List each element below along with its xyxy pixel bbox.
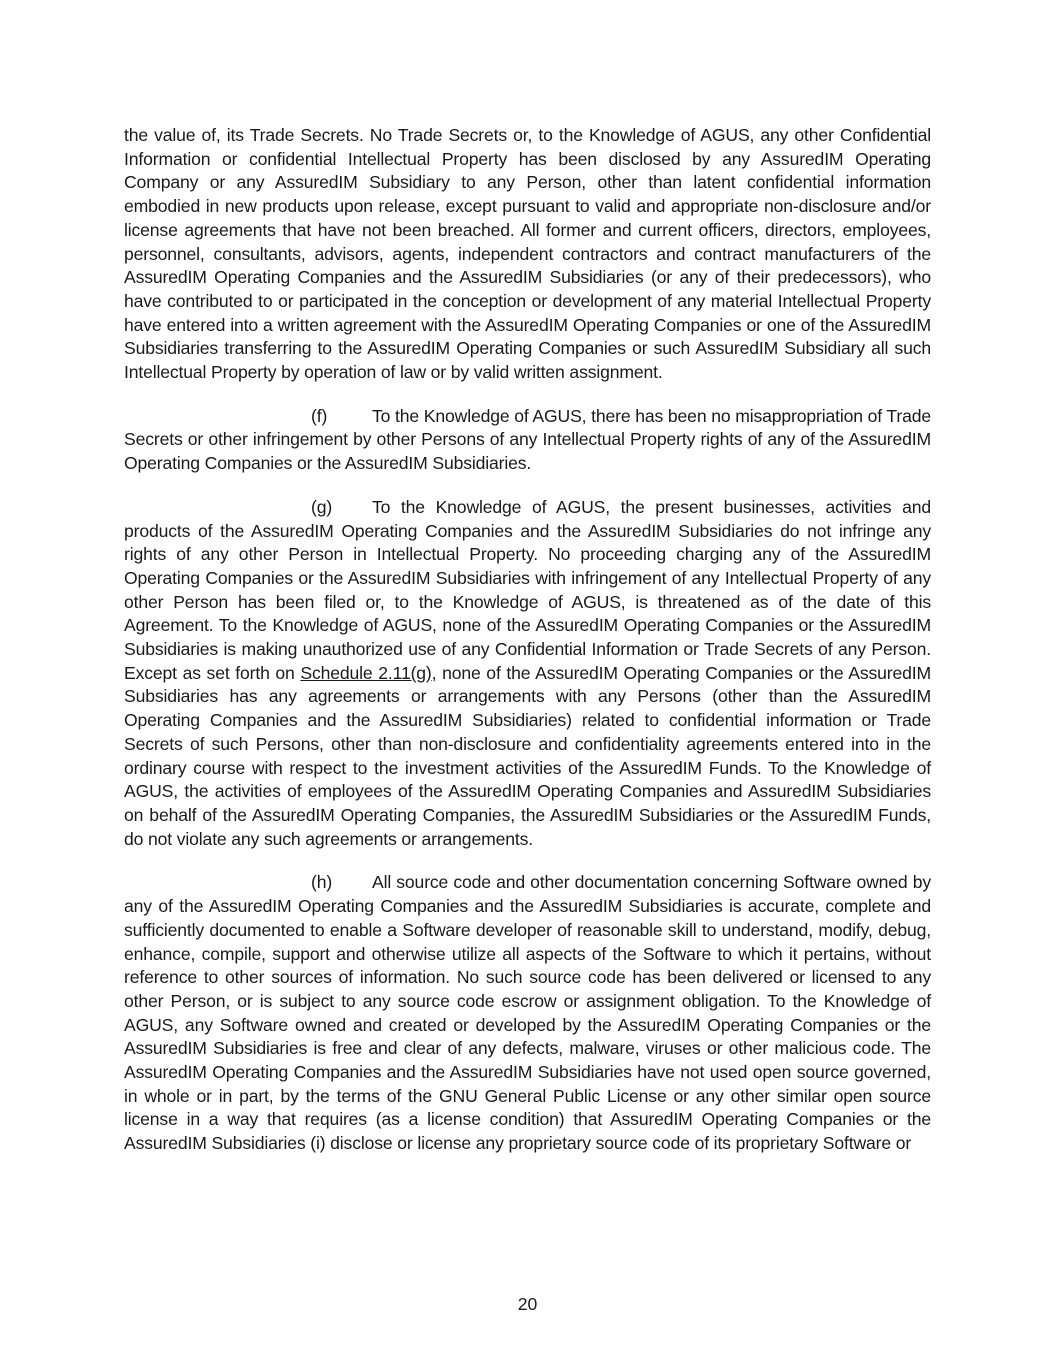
section-label-f: (f) bbox=[311, 405, 328, 426]
paragraph-g bbox=[124, 496, 931, 852]
paragraph-g-text-before: To the Knowledge of AGUS, the present businesses, activities and products of the AssuredIM Operating Companies and the AssuredIM Subsidiaries do not infringe any rights of any other Person in Intellectual Property. No proceeding charging any of the AssuredIM Operating Companies or the AssuredIM Subsidiaries with infringement of any Intellectual Property of any other Person has been filed or, to the Knowledge of AGUS, is threatened as of the date of this Agreement. To the Knowledge of AGUS, none of the AssuredIM Operating Companies or the AssuredIM Subsidiaries is making unauthorized use of any Confidential Information or Trade Secrets of any Person. Except as set forth on bbox=[124, 496, 931, 683]
paragraph-g-text-after: , none of the AssuredIM Operating Companies or the AssuredIM Subsidiaries has any agreements or arrangements with any Persons (other than the AssuredIM Operating Companies and the AssuredIM Subsidiaries) related to confidential information or Trade Secrets of such Persons, other than non-disclosure and confidentiality agreements entered into in the ordinary course with respect to the investment activities of the AssuredIM Funds. To the Knowledge of AGUS, the activities of employees of the AssuredIM Operating Companies and AssuredIM Subsidiaries on behalf of the AssuredIM Operating Companies, the AssuredIM Subsidiaries or the AssuredIM Funds, do not violate any such agreements or arrangements. bbox=[124, 662, 931, 849]
section-label-g: (g) bbox=[311, 496, 333, 517]
page-number: 20 bbox=[517, 1294, 538, 1314]
schedule-reference: Schedule 2.11(g) bbox=[300, 662, 432, 683]
paragraph-continued: the value of, its Trade Secrets. No Trade Secrets or, to the Knowledge of AGUS, any other Confidential Information or confidential Intellectual Property has been disclosed by any AssuredIM Operating Company or any AssuredIM Subsidiary to any Person, other than latent confidential information embodied in new products upon release, except pursuant to valid and appropriate non-disclosure and/or license agreements that have not been breached. All former and current officers, directors, employees, personnel, consultants, advisors, agents, independent contractors and contract manufacturers of the AssuredIM Operating Companies and the AssuredIM Subsidiaries (or any of their predecessors), who have contributed to or participated in the conception or development of any material Intellectual Property have entered into a written agreement with the AssuredIM Operating Companies or one of the AssuredIM Subsidiaries transferring to the AssuredIM Operating Companies or such AssuredIM Subsidiary all such Intellectual Property by operation of law or by valid written assignment. bbox=[124, 125, 931, 383]
paragraph-h bbox=[124, 871, 931, 1155]
document-page bbox=[124, 124, 931, 1176]
paragraph-f-text: To the Knowledge of AGUS, there has been no misappropriation of Trade Secrets or other infringement by other Persons of any Intellectual Property rights of any of the AssuredIM Operating Companies or the AssuredIM Subsidiaries. bbox=[124, 405, 931, 474]
paragraph-f bbox=[124, 405, 931, 476]
section-label-h: (h) bbox=[311, 872, 333, 893]
paragraph-h-text: All source code and other documentation concerning Software owned by any of the AssuredIM Operating Companies and the AssuredIM Subsidiaries is accurate, complete and sufficiently documented to enable a Software developer of reasonable skill to understand, modify, debug, enhance, compile, support and otherwise utilize all aspects of the Software to which it pertains, without reference to other sources of information. No such source code has been delivered or licensed to any other Person, or is subject to any source code escrow or assignment obligation. To the Knowledge of AGUS, any Software owned and created or developed by the AssuredIM Operating Companies or the AssuredIM Subsidiaries is free and clear of any defects, malware, viruses or other malicious code. The AssuredIM Operating Companies and the AssuredIM Subsidiaries have not used open source governed, in whole or in part, by the terms of the GNU General Public License or any other similar open source license in a way that requires (as a license condition) that AssuredIM Operating Companies or the AssuredIM Subsidiaries (i) disclose or license any proprietary source code of its proprietary Software or bbox=[124, 872, 931, 1154]
